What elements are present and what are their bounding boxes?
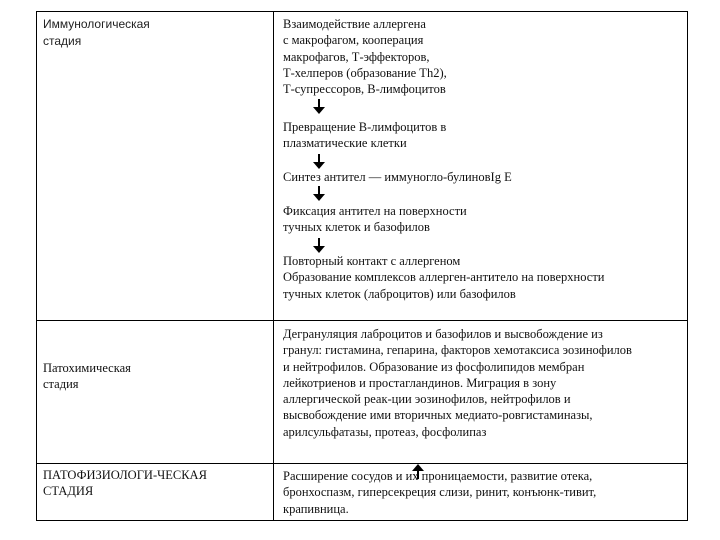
column-divider	[273, 12, 274, 520]
allergy-stages-table	[36, 11, 688, 521]
row-divider-2	[37, 463, 687, 464]
immuno-step-5: Повторный контакт с аллергеном Образование комплексов аллерген-антитело на поверхности тучных клеток (лаброцитов) или базофилов	[283, 254, 605, 301]
immuno-step-3: Синтез антител — иммуногло-булиновIg E	[283, 170, 512, 184]
immuno-step-2: Превращение В-лимфоцитов в плазматические клетки	[283, 120, 447, 151]
stage-pathochemical: Патохимическая стадия	[43, 361, 131, 391]
pathochemical-description: Дегрануляция лаброцитов и базофилов и высвобождение из гранул: гистамина, гепарина, факторов хемотаксиса эозинофилов и нейтрофилов. Образование из фосфолипидов мембран лейкотриенов и простагландинов. Миграция в зону аллергической реак-ции эозинофилов, нейтрофилов и высвобождение ими вторичных медиато-ровгистаминазы, арилсульфатазы, протеаз, фосфолипаз	[283, 327, 632, 439]
stage-immunological: Иммунологическая стадия	[43, 17, 150, 48]
stage-pathophysiological: ПАТОФИЗИОЛОГИ-ЧЕСКАЯ СТАДИЯ	[43, 468, 207, 498]
immuno-step-1: Взаимодействие аллергена с макрофагом, кооперация макрофагов, Т-эффекторов, Т-хелперов (образование Th2), Т-супрессоров, В-лимфоцитов	[283, 17, 447, 97]
immuno-step-4: Фиксация антител на поверхности тучных клеток и базофилов	[283, 204, 467, 235]
pathophysiological-description: Расширение сосудов и их проницаемости, развитие отека, бронхоспазм, гиперсекреция слизи, ринит, конъюнк-тивит, крапивница.	[283, 469, 597, 516]
row-divider-1	[37, 320, 687, 321]
